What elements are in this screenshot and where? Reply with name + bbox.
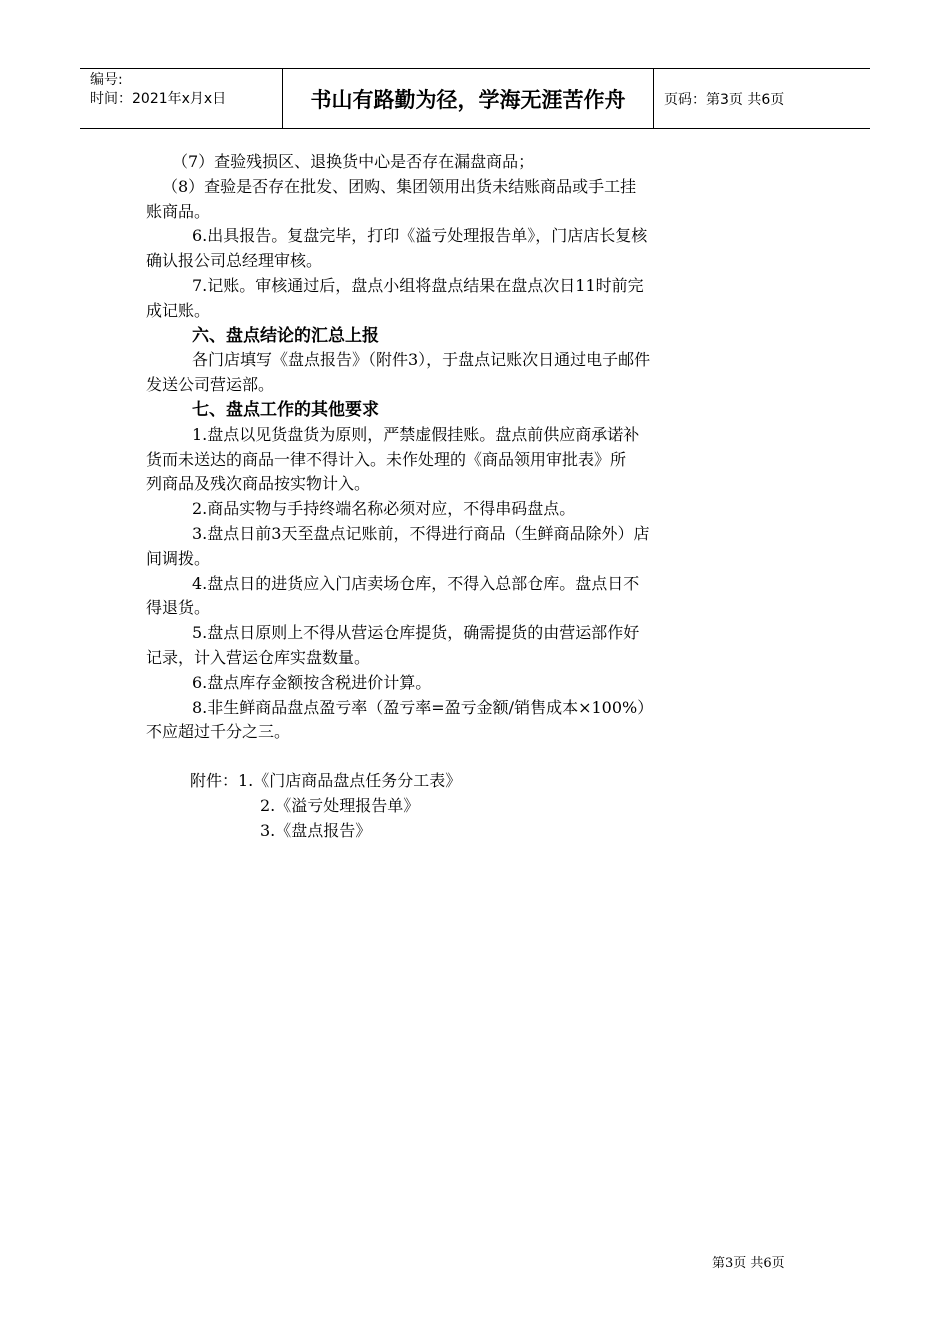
body-line: 账商品。 (146, 201, 211, 221)
body-line: 记录，计入营运仓库实盘数量。 (146, 647, 371, 667)
section-heading: 六、盘点结论的汇总上报 (192, 325, 379, 346)
body-line: 1.盘点以见货盘货为原则，严禁虚假挂账。盘点前供应商承诺补 (192, 424, 640, 444)
section-heading: 七、盘点工作的其他要求 (192, 399, 379, 420)
body-line: 间调拨。 (146, 548, 211, 568)
body-line: （8）查验是否存在批发、团购、集团领用出货未结账商品或手工挂 (162, 176, 637, 196)
body-line: （7）查验残损区、退换货中心是否存在漏盘商品； (172, 152, 535, 171)
attachment-item: 2.《溢亏处理报告单》 (260, 795, 420, 815)
body-line: 6.出具报告。复盘完毕，打印《溢亏处理报告单》，门店店长复核 (192, 226, 648, 246)
paragraph-gap (146, 745, 806, 769)
body-line: 成记账。 (146, 300, 211, 320)
header-motto: 书山有路勤为径，学海无涯苦作舟 (282, 69, 654, 128)
body-line: 列商品及残次商品按实物计入。 (146, 474, 371, 494)
body-line: 不应超过千分之三。 (146, 722, 291, 742)
body-line: 7.记账。审核通过后，盘点小组将盘点结果在盘点次日11时前完 (192, 275, 644, 295)
footer-page-number: 第3页 共6页 (712, 1256, 785, 1271)
body-line: 货而未送达的商品一律不得计入。未作处理的《商品领用审批表》所 (146, 449, 627, 469)
body-line: 4.盘点日的进货应入门店卖场仓库，不得入总部仓库。盘点日不 (192, 573, 640, 593)
body-line: 6.盘点库存金额按含税进价计算。 (192, 672, 432, 692)
body-line: 确认报公司总经理审核。 (146, 251, 323, 271)
body-line: 3.盘点日前3天至盘点记账前，不得进行商品（生鲜商品除外）店 (192, 523, 650, 543)
attachment-item: 附件：1.《门店商品盘点任务分工表》 (190, 771, 462, 791)
attachment-item: 3.《盘点报告》 (260, 820, 372, 840)
body-line: 2.商品实物与手持终端名称必须对应，不得串码盘点。 (192, 499, 576, 519)
body-line: 得退货。 (146, 598, 211, 618)
body-line: 发送公司营运部。 (146, 375, 275, 395)
document-date: 时间：2021年x月x日 (90, 91, 227, 107)
document-body (146, 150, 806, 844)
document-number-label: 编号: (90, 72, 123, 88)
header-page-number: 页码：第3页 共6页 (664, 91, 785, 108)
body-line: 5.盘点日原则上不得从营运仓库提货，确需提货的由营运部作好 (192, 623, 640, 643)
body-line: 8.非生鲜商品盘点盈亏率（盈亏率=盈亏金额/销售成本×100%） (192, 697, 654, 717)
header-meta (80, 69, 282, 128)
body-line: 各门店填写《盘点报告》（附件3），于盘点记账次日通过电子邮件 (192, 350, 651, 370)
page-header (80, 68, 870, 129)
